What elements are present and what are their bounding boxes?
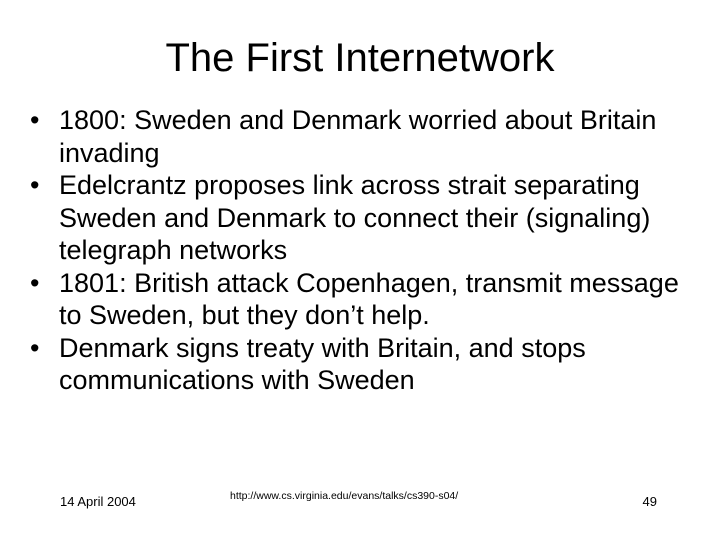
bullet-icon: • (30, 170, 40, 200)
bullet-text: Denmark signs treaty with Britain, and stops communications with Sweden (59, 332, 586, 395)
bullet-item (30, 104, 700, 169)
page-number: 49 (642, 494, 657, 509)
bullet-icon: • (30, 332, 40, 363)
footer-date: 14 April 2004 (60, 494, 136, 509)
bullet-item (30, 169, 700, 267)
bullet-item (30, 332, 700, 397)
bullet-text: 1800: Sweden and Denmark worried about Britain invading (59, 105, 657, 168)
bullet-icon: • (30, 267, 40, 298)
bullet-list (30, 104, 700, 397)
footer-url: http://www.cs.virginia.edu/evans/talks/cs390-s04/ (230, 490, 459, 502)
slide-title: The First Internetwork (165, 36, 555, 80)
bullet-text: Edelcrantz proposes link across strait separating Sweden and Denmark to connect their (signaling) telegraph networks (59, 170, 651, 265)
bullet-icon: • (30, 105, 40, 135)
bullet-text: 1801: British attack Copenhagen, transmit message to Sweden, but they don’t help. (59, 267, 679, 330)
bullet-item (30, 267, 700, 332)
